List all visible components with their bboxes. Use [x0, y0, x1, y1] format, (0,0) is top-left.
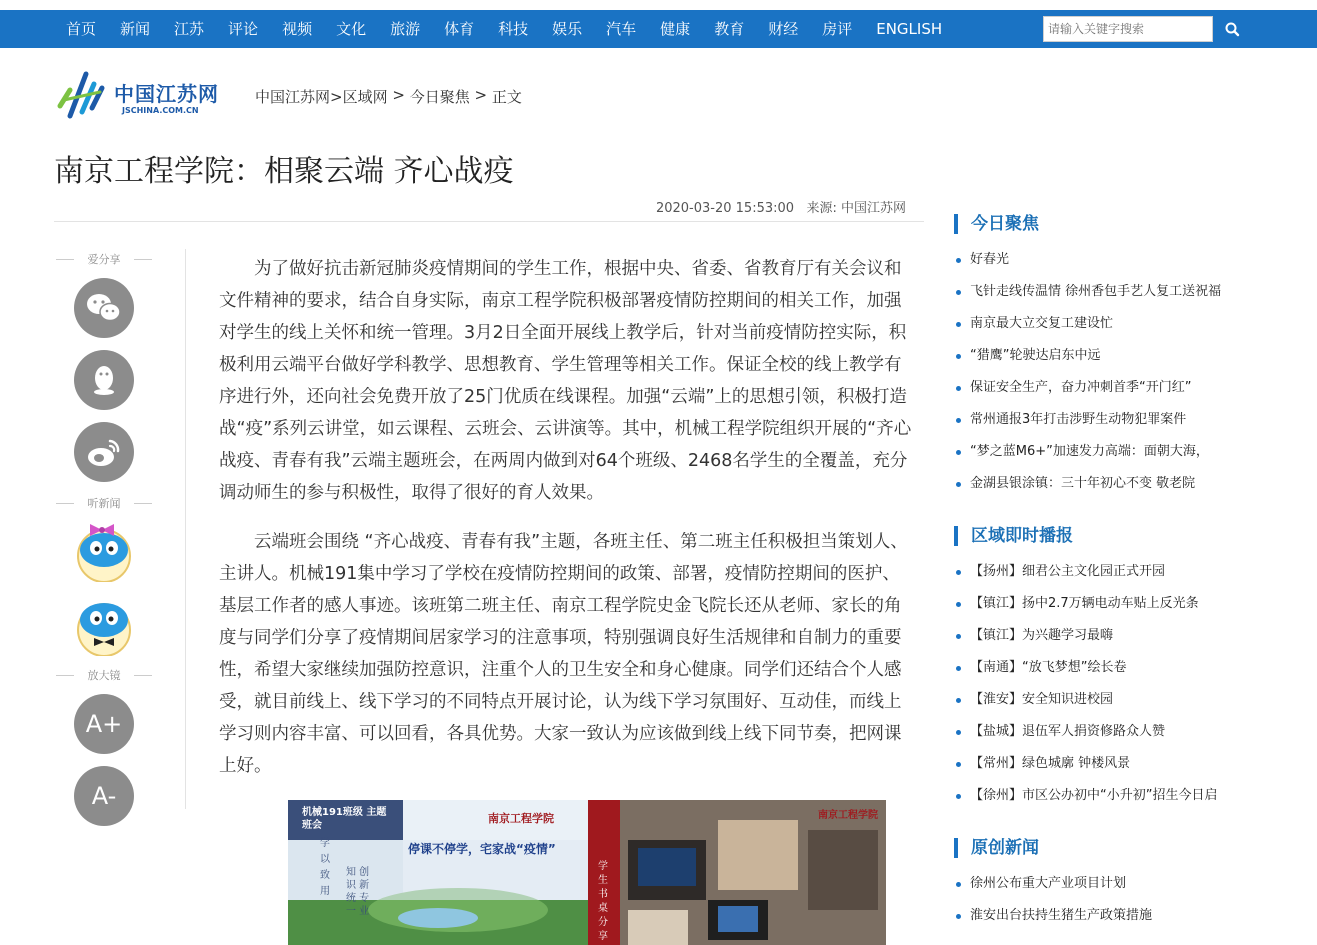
breadcrumb-item-article: 正文 [491, 88, 522, 106]
article-photo [288, 800, 886, 945]
wechat-icon [84, 291, 124, 325]
original-news-item[interactable]: 徐州公布重大产业项目计划 [954, 868, 1284, 900]
qq-icon [89, 362, 119, 398]
nav-item-english[interactable]: ENGLISH [876, 20, 943, 38]
article-source[interactable]: 中国江苏网 [840, 201, 906, 216]
article-body [219, 253, 914, 799]
nav-item-health[interactable]: 健康 [660, 20, 691, 38]
article-date: 2020-03-20 15:53:00 [655, 201, 795, 216]
school-logo-text: 南京工程学院 [818, 810, 878, 821]
today-focus-item[interactable]: 金湖县银涂镇：三十年初心不变 敬老院 [954, 468, 1284, 500]
font-increase-button[interactable] [74, 694, 134, 754]
nav-item-sports[interactable]: 体育 [444, 20, 475, 38]
today-focus-item[interactable]: 飞针走线传温情 徐州香包手艺人复工送祝福 [954, 276, 1284, 308]
today-focus-item[interactable]: “梦之蓝M6+”加速发力高端：面朝大海， [954, 436, 1284, 468]
breadcrumb [255, 86, 522, 107]
article-paragraph: 为了做好抗击新冠肺炎疫情期间的学生工作，根据中央、省委、省教育厅有关会议和文件精神的要求，结合自身实际，南京工程学院积极部署疫情防控期间的相关工作，加强对学生的线上关怀和统一管理。3月2日全面开展线上教学后，针对当前疫情防控实际，积极利用云端平台做好学科教学、思想教育、学生管理等相关工作。保证全校的线上教学有序进行外，还向社会免费开放了25门优质在线课程。加强“云端”上的思想引领，积极打造战“疫”系列云讲堂，如云课程、云班会、云讲演等。其中，机械工程学院组织开展的“齐心战疫、青春有我”云端主题班会，在两周内做到对64个班级、2468名学生的全覆盖，充分调动师生的参与积极性，取得了很好的育人效果。 [219, 259, 912, 503]
today-focus-item[interactable]: “猎鹰”轮驶达启东中远 [954, 340, 1284, 372]
nav-item-education[interactable]: 教育 [714, 20, 745, 38]
listen-male-voice-button[interactable] [72, 592, 136, 656]
original-news-item[interactable]: 淮安出台扶持生猪生产政策措施 [954, 900, 1284, 932]
regional-news-item[interactable]: 【常州】绿色城廓 钟楼风景 [954, 748, 1284, 780]
school-logo-text: 南京工程学院 [488, 812, 554, 825]
today-focus-item[interactable]: 好春光 [954, 244, 1284, 276]
nav-item-finance[interactable]: 财经 [768, 20, 799, 38]
regional-news-item[interactable]: 【镇江】为兴趣学习最嗨 [954, 620, 1284, 652]
article-title: 南京工程学院：相聚云端 齐心战疫 [54, 154, 514, 189]
font-increase-icon: A+ [85, 710, 123, 738]
article-source-label: 来源: [806, 201, 837, 216]
share-wechat-button[interactable] [74, 278, 134, 338]
logo-name: 中国江苏网 [114, 82, 219, 106]
logo-mark-icon [56, 66, 110, 126]
zoom-section-label: 放大镜 [54, 667, 154, 683]
cartoon-girl-avatar-icon [72, 518, 136, 582]
nav-item-real-estate[interactable]: 房评 [822, 20, 853, 38]
regional-news-title: 区域即时播报 [954, 526, 1284, 546]
original-news-title: 原创新闻 [954, 838, 1284, 858]
nav-links [54, 10, 954, 48]
nav-item-news[interactable]: 新闻 [120, 20, 151, 38]
search-button[interactable] [1218, 16, 1246, 42]
listen-section-label: 听新闻 [54, 495, 154, 511]
nav-item-comment[interactable]: 评论 [228, 20, 259, 38]
share-qq-button[interactable] [74, 350, 134, 410]
regional-news-item[interactable]: 【盐城】退伍军人捐资修路众人赞 [954, 716, 1284, 748]
font-decrease-button[interactable] [74, 766, 134, 826]
article-meta [54, 197, 924, 216]
photo-slogan-text: 停课不停学，宅家战“疫情” [408, 842, 556, 856]
nav-item-jiangsu[interactable]: 江苏 [174, 20, 205, 38]
nav-item-video[interactable]: 视频 [282, 20, 313, 38]
nav-item-home[interactable]: 首页 [66, 20, 97, 38]
photo-banner-text: 机械191班级 主题班会 [302, 807, 387, 831]
listen-female-voice-button[interactable] [72, 518, 136, 582]
breadcrumb-item-focus[interactable]: 今日聚焦 [409, 88, 470, 106]
today-focus-item[interactable]: 保证安全生产，奋力冲刺首季“开门红” [954, 372, 1284, 404]
photo-vertical-text: 知 创 识 新 统 专 一 业 [346, 867, 370, 917]
today-focus-item[interactable]: 常州通报3年打击涉野生动物犯罪案件 [954, 404, 1284, 436]
font-decrease-icon: A- [91, 782, 117, 810]
share-weibo-button[interactable] [74, 422, 134, 482]
top-nav-bar [0, 10, 1317, 48]
regional-news-item[interactable]: 【扬州】细君公主文化园正式开园 [954, 556, 1284, 588]
site-logo[interactable] [56, 66, 226, 126]
today-focus-item[interactable]: 南京最大立交复工建设忙 [954, 308, 1284, 340]
nav-item-culture[interactable]: 文化 [336, 20, 367, 38]
search-input[interactable] [1043, 16, 1213, 42]
article-paragraph: 云端班会围绕 “齐心战疫、青春有我”主题，各班主任、第二班主任积极担当策划人、主讲人。机械191集中学习了学校在疫情防控期间的政策、部署，疫情防控期间的医护、基层工作者的感人事迹。该班第二班主任、南京工程学院史金飞院长还从老师、家长的角度与同学们分享了疫情期间居家学习的注意事项，特别强调良好生活规律和自制力的重要性，希望大家继续加强防控意识，注重个人的卫生安全和身心健康。同学们还结合个人感受，就目前线上、线下学习的不同特点开展讨论，认为线下学习氛围好、互动佳，而线上学习则内容丰富、可以回看，各具优势。大家一致认为应该做到线上线下同节奏，把网课上好。 [219, 532, 908, 776]
nav-item-tech[interactable]: 科技 [498, 20, 529, 38]
divider [185, 249, 186, 809]
share-section-label: 爱分享 [54, 251, 154, 267]
regional-news-panel [954, 526, 1284, 812]
weibo-icon [84, 435, 124, 469]
regional-news-item[interactable]: 【淮安】安全知识进校园 [954, 684, 1284, 716]
breadcrumb-item-region[interactable]: 中国江苏网>区域网 [255, 88, 388, 106]
nav-item-entertainment[interactable]: 娱乐 [552, 20, 583, 38]
photo-vertical-text: 学 以 致 用 [320, 838, 330, 897]
photo-vertical-text: 学 生 书 桌 分 享 [598, 861, 608, 942]
today-focus-panel [954, 214, 1284, 500]
original-news-panel [954, 838, 1284, 932]
divider [54, 221, 924, 222]
today-focus-title: 今日聚焦 [954, 214, 1284, 234]
breadcrumb-separator: > [469, 86, 492, 104]
logo-domain: JSCHINA.COM.CN [122, 106, 199, 115]
regional-news-item[interactable]: 【南通】“放飞梦想”绘长卷 [954, 652, 1284, 684]
nav-item-auto[interactable]: 汽车 [606, 20, 637, 38]
breadcrumb-separator: > [387, 86, 410, 104]
nav-item-travel[interactable]: 旅游 [390, 20, 421, 38]
search-icon [1218, 16, 1246, 42]
regional-news-item[interactable]: 【徐州】市区公办初中“小升初”招生今日启 [954, 780, 1284, 812]
cartoon-boy-avatar-icon [72, 592, 136, 656]
regional-news-item[interactable]: 【镇江】扬中2.7万辆电动车贴上反光条 [954, 588, 1284, 620]
